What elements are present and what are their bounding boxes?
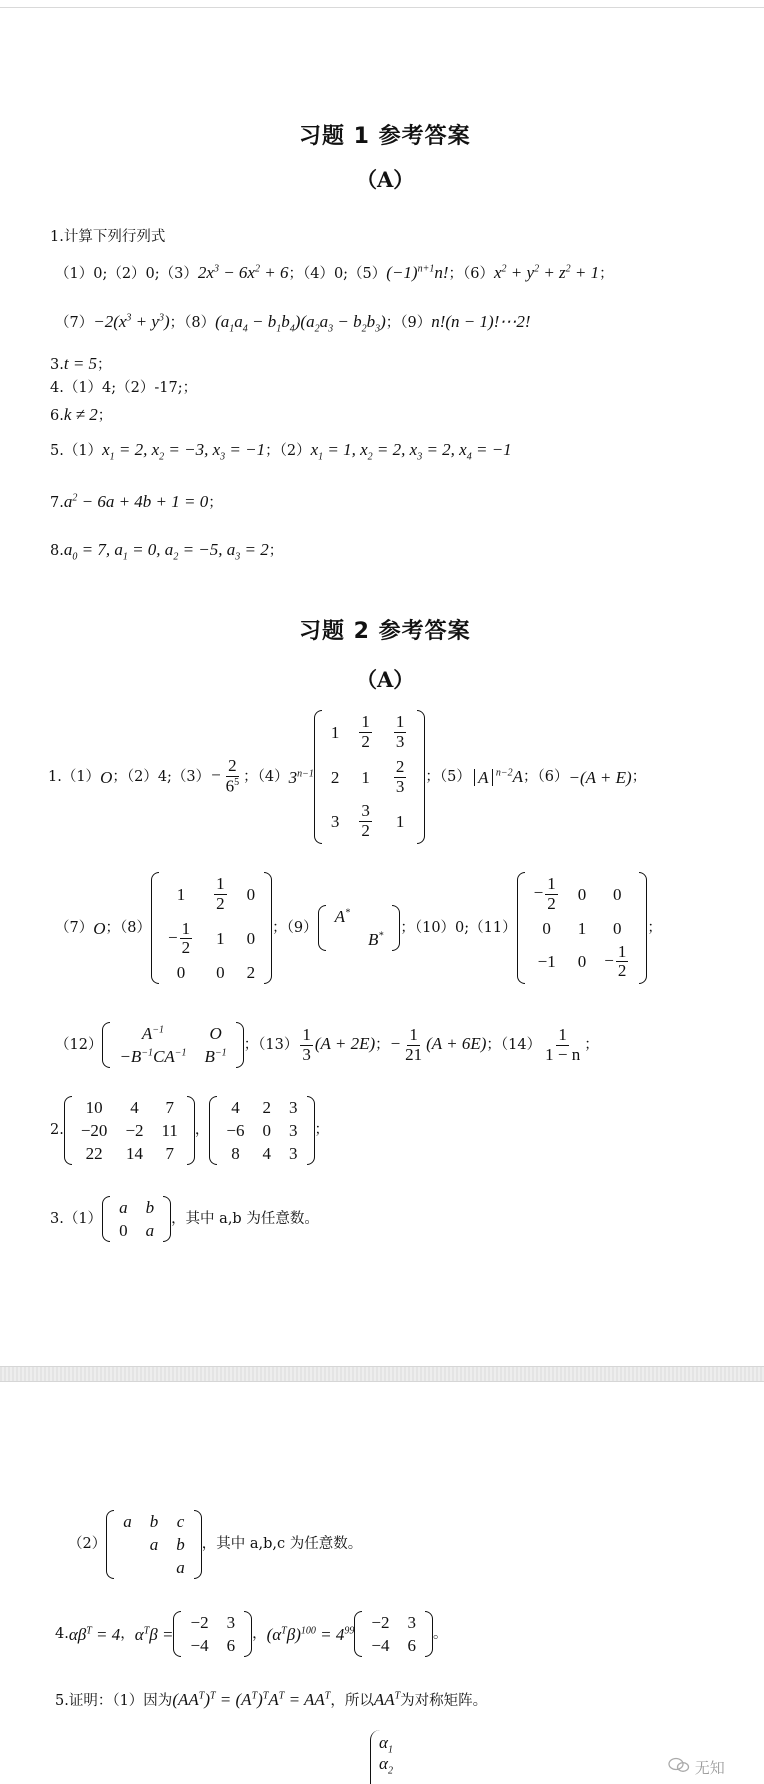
section-subtitle: （A） [356,167,415,192]
answer-line: 4. $\alpha\beta^T = 4$ ， $\alpha^T\beta$ = −2 3 −4 6 ， $(\alpha^T\beta)^{100} = 4^{99}$ −2 3 −4 6 。 [55,1613,448,1655]
matrix: a b 0 a [102,1196,171,1242]
matrix: 4 2 3 −6 0 3 8 4 3 [209,1096,314,1165]
partial-matrix: $\alpha_1$ $\alpha_2$ [370,1730,401,1784]
answer-line: 3.（1） a b 0 a ，其中 a,b 为任意数。 [50,1198,319,1240]
answer-line: 4.（1）4;（2）-17;； [50,380,198,396]
answer-line: 1.（1） O ；（2）4;（3） − $\frac{2}{6^5}$ ；（4） $3^{n-1}$ 1 $\frac{1}{2}$ $\frac{1}{3}$ 2 1 $\frac{2}{3}$ 3 $\frac{3}{2}$ 1 ；（5） A $^{n-2}$A ；（6） −(A + E) ； [48,707,646,847]
matrix: 1 $\frac{1}{2}$ 0 − $\frac{1}{2}$ 1 0 0 0 2 [151,872,272,984]
answer-line: 6.k ≠ 2； [50,405,113,424]
wechat-icon [668,1757,690,1773]
answer-line: 5.证明：（1）因为$(AA^T)^T = (A^T)^TA^T = AA^T$，所以$AA^T$为对称矩阵。 [55,1690,488,1709]
answer-line: （2） a b c a b a ，其中 a,b,c 为任意数。 [68,1511,363,1577]
q1-title: 1.计算下列行列式 [50,229,166,245]
matrix: − $\frac{1}{2}$ 0 0 0 1 0 −1 0 − $\frac{1}{2}$ [517,872,648,984]
section-title: 习题 2 参考答案 [299,619,471,644]
watermark [668,1757,725,1778]
top-border [0,7,764,8]
matrix: 10 4 7 −20 −2 11 22 14 7 [64,1096,195,1165]
page-separator [0,1366,764,1382]
answer-line: 3.t = 5； [50,354,112,373]
section-title: 习题 1 参考答案 [299,124,471,149]
answer-line: $7.a^2 - 6a + 4b + 1 = 0$； [50,492,223,511]
section-subtitle: （A） [356,667,415,692]
answer-line: $(1)0;(2)0;(3)2x^3 - 6x^2 + 6$；$(4)0;(5)(-1)^{n+1}n$!；$(6)x^2 + y^2 + z^2 + 1$； [55,263,614,282]
answer-line: 2. 10 4 7 −20 −2 11 22 14 7 ， 4 2 3 −6 0 3 8 4 3 ； [50,1097,329,1163]
answer-line: （7） O ；（8） 1 $\frac{1}{2}$ 0 − $\frac{1}{2}$ 1 0 0 0 2 ；（9） A* B* ；（10）0;（11） − $\frac{1}{2}$ 0 0 0 1 0 −1 0 − $\frac{1}{2}$ ； [55,874,662,982]
matrix: A* B* [318,905,401,951]
matrix: −2 3 −4 6 [173,1611,252,1657]
matrix: 1 $\frac{1}{2}$ $\frac{1}{3}$ 2 1 $\frac{2}{3}$ 3 $\frac{3}{2}$ 1 [314,710,426,843]
answer-line: （12） $A^{-1}$ O $-B^{-1}CA^{-1}$ $B^{-1}$ ；（13） $\frac{1}{3}$ (A + 2E) ； − $\frac{1}{21}$ (A + 6E) ；（14） $\frac{1}{1 - n}$ ； [55,1024,599,1066]
answer-line: $(7)-2(x^3 + y^3)$；$(8)(a_1a_4 - b_1b_4)(a_2a_3 - b_2b_3)$；（9）n!(n − 1)!⋯2! [55,312,531,335]
matrix: a b c a b a [106,1510,202,1579]
answer-line: $8.a_0 = 7$, $a_1 = 0$, $a_2 = -5$, $a_3 = 2$； [50,540,284,563]
matrix: $A^{-1}$ O $-B^{-1}CA^{-1}$ $B^{-1}$ [102,1022,243,1068]
answer-line: $5.(1)x_1 = 2$, $x_2 = -3$, $x_3 = -1$；$(2)x_1 = 1$, $x_2 = 2$, $x_3 = 2$, $x_4 = -1$ [50,440,512,463]
watermark-text: 无知 [694,1759,725,1777]
matrix: −2 3 −4 6 [354,1611,433,1657]
